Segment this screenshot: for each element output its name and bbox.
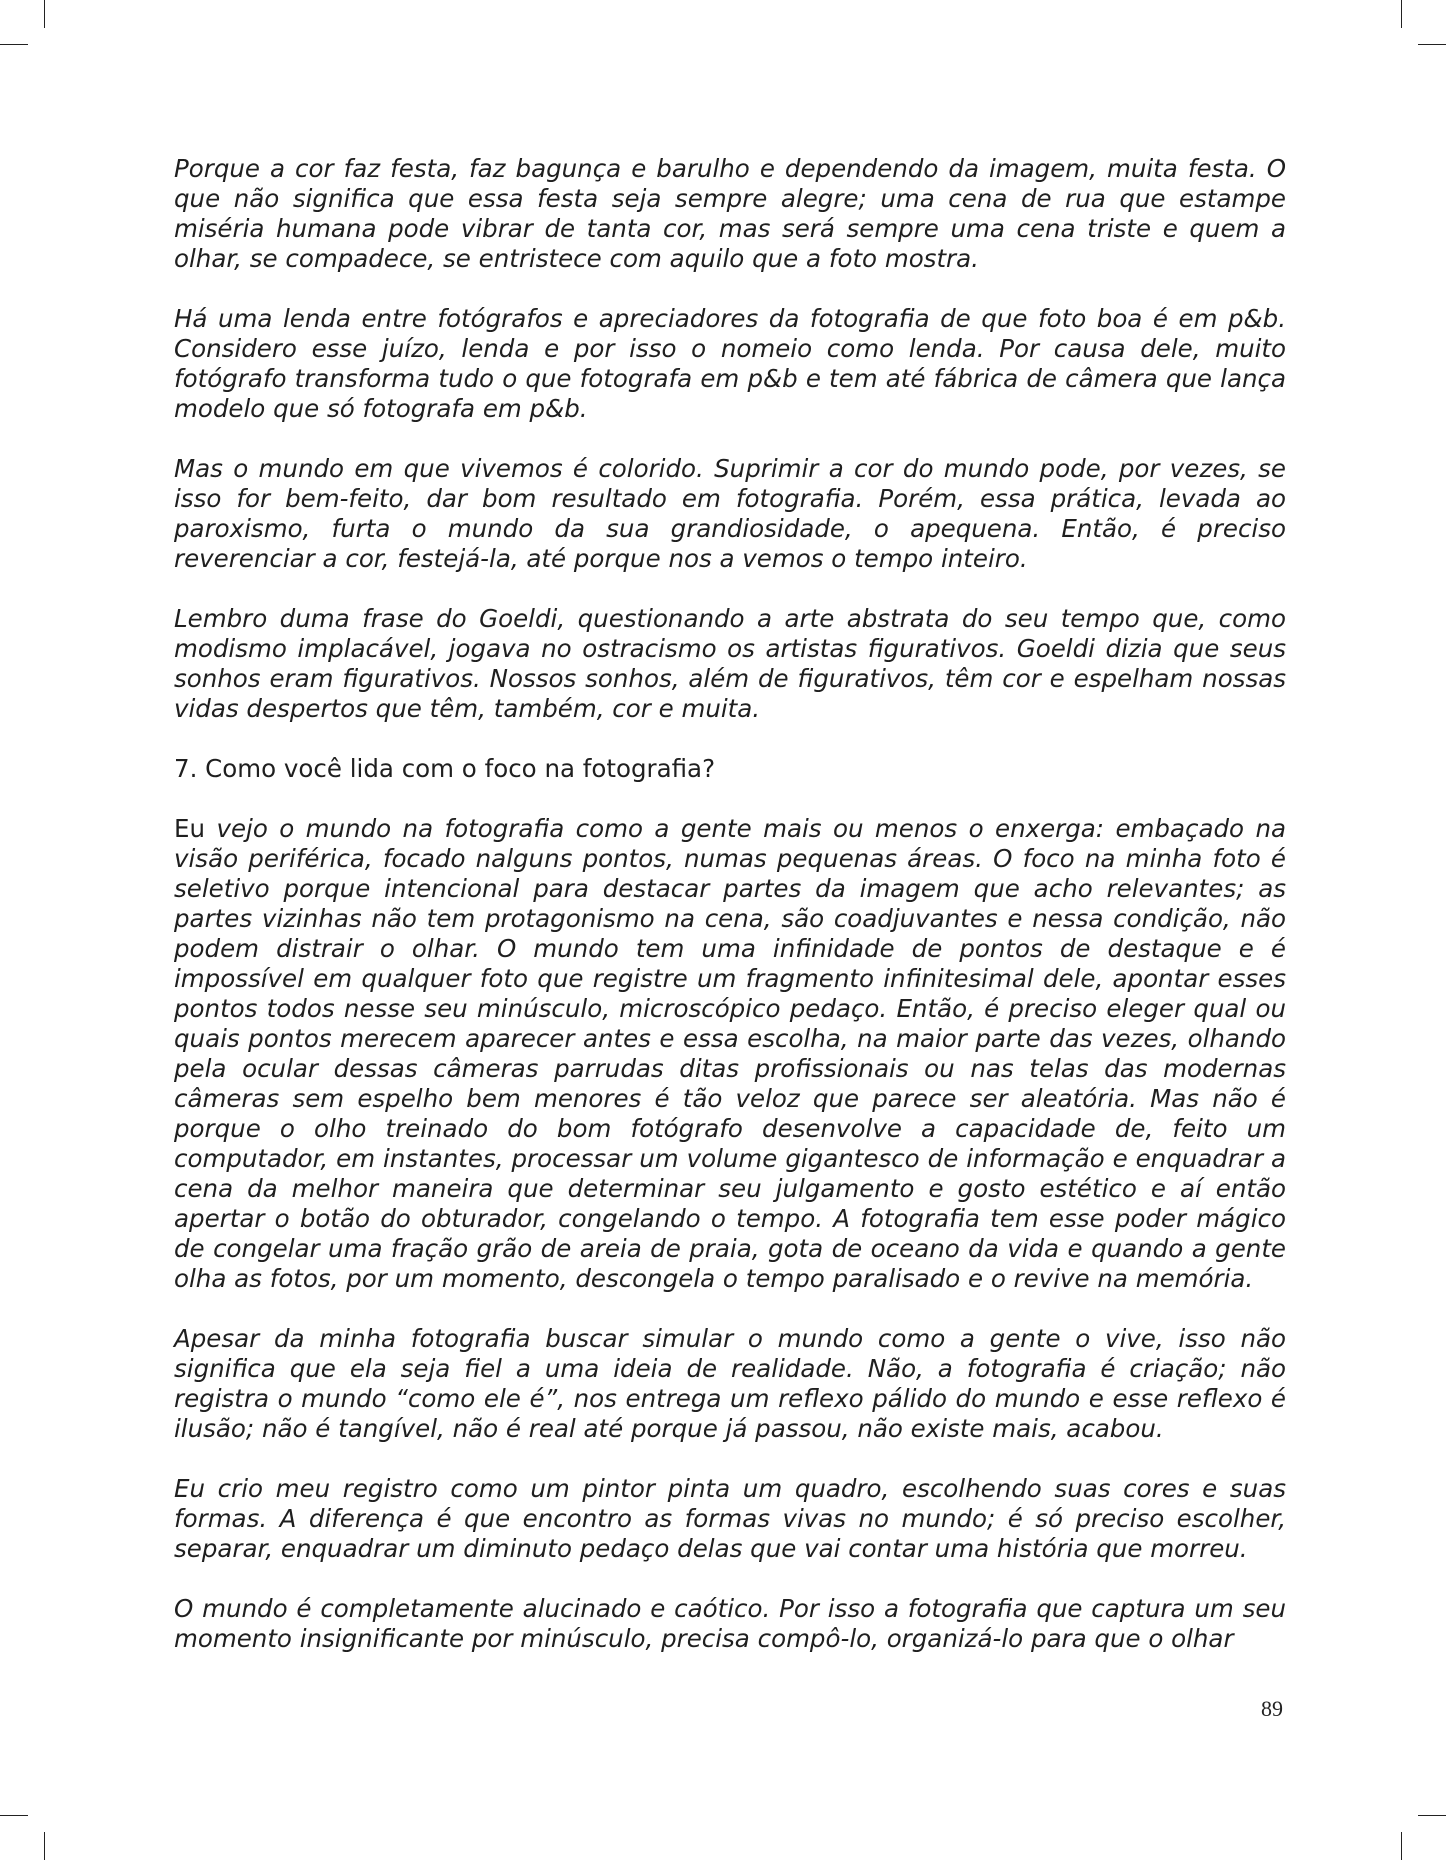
question-heading: 7. Como você lida com o foco na fotografia?	[174, 754, 716, 783]
body-text	[174, 154, 1286, 1654]
paragraph-bw-legend: Há uma lenda entre fotógrafos e apreciadores da fotografia de que foto boa é em p&b. Considero esse juízo, lenda e por isso o nomeio como lenda. Por causa dele, muito fotógrafo transforma tudo o que fotografa em p&b e tem até fábrica de câmera que lança modelo que só fotografa em p&b.	[174, 304, 1286, 423]
paragraph-creation: Apesar da minha fotografia buscar simular o mundo como a gente o vive, isso não significa que ela seja fiel a uma ideia de realidade. Não, a fotografia é criação; não registra o mundo “como ele é”, nos entrega um reflexo pálido do mundo e esse reflexo é ilusão; não é tangível, não é real até porque já passou, não existe mais, acabou.	[174, 1324, 1286, 1443]
page-number: 89	[1261, 1696, 1283, 1721]
paragraph-color-party: Porque a cor faz festa, faz bagunça e barulho e dependendo da imagem, muita festa. O que não significa que essa festa seja sempre alegre; uma cena de rua que estampe miséria humana pode vibrar de tanta cor, mas será sempre uma cena triste e quem a olhar, se compadece, se entristece com aquilo que a foto mostra.	[174, 154, 1286, 273]
paragraph-focus	[174, 814, 1286, 1294]
crop-mark-bottom-left-horizontal	[0, 1815, 28, 1816]
crop-mark-top-left-horizontal	[0, 44, 28, 45]
crop-mark-bottom-right-vertical	[1401, 1832, 1402, 1860]
crop-mark-top-left-vertical	[44, 0, 45, 28]
paragraph-chaotic-world: O mundo é completamente alucinado e caótico. Por isso a fotografia que captura um seu momento insignificante por minúsculo, precisa compô-lo, organizá-lo para que o olhar	[174, 1594, 1286, 1653]
crop-mark-bottom-right-horizontal	[1418, 1815, 1446, 1816]
paragraph-goeldi: Lembro duma frase do Goeldi, questionando a arte abstrata do seu tempo que, como modismo implacável, jogava no ostracismo os artistas figurativos. Goeldi dizia que seus sonhos eram figurativos. Nossos sonhos, além de figurativos, têm cor e espelham nossas vidas despertos que têm, também, cor e muita.	[174, 604, 1286, 723]
paragraph-focus-body: vejo o mundo na fotografia como a gente mais ou menos o enxerga: embaçado na visão periférica, focado nalguns pontos, numas pequenas áreas. O foco na minha foto é seletivo porque intencional para destacar partes da imagem que acho relevantes; as partes vizinhas não tem protagonismo na cena, são coadjuvantes e nessa condição, não podem distrair o olhar. O mundo tem uma infinidade de pontos de destaque e é impossível em qualquer foto que registre um fragmento infinitesimal dele, apontar esses pontos todos nesse seu minúsculo, microscópico pedaço. Então, é preciso eleger qual ou quais pontos merecem aparecer antes e essa escolha, na maior parte das vezes, olhando pela ocular dessas câmeras parrudas ditas profissionais ou nas telas das modernas câmeras sem espelho bem menores é tão veloz que parece ser aleatória. Mas não é porque o olho treinado do bom fotógrafo desenvolve a capacidade de, feito um computador, em instantes, processar um volume gigantesco de informação e enquadrar a cena da melhor maneira que determinar seu julgamento e gosto estético e aí então apertar o botão do obturador, congelando o tempo. A fotografia tem esse poder mágico de congelar uma fração grão de areia de praia, gota de oceano da vida e quando a gente olha as fotos, por um momento, descongela o tempo paralisado e o revive na memória.	[174, 814, 1286, 1293]
paragraph-painter: Eu crio meu registro como um pintor pinta um quadro, escolhendo suas cores e suas formas. A diferença é que encontro as formas vivas no mundo; é só preciso escolher, separar, enquadrar um diminuto pedaço delas que vai contar uma história que morreu.	[174, 1474, 1286, 1563]
crop-mark-top-right-horizontal	[1418, 44, 1446, 45]
crop-mark-top-right-vertical	[1401, 0, 1402, 28]
paragraph-focus-first-word: Eu	[174, 814, 206, 843]
crop-mark-bottom-left-vertical	[44, 1832, 45, 1860]
paragraph-colorful-world: Mas o mundo em que vivemos é colorido. Suprimir a cor do mundo pode, por vezes, se isso for bem-feito, dar bom resultado em fotografia. Porém, essa prática, levada ao paroxismo, furta o mundo da sua grandiosidade, o apequena. Então, é preciso reverenciar a cor, festejá-la, até porque nos a vemos o tempo inteiro.	[174, 454, 1286, 573]
